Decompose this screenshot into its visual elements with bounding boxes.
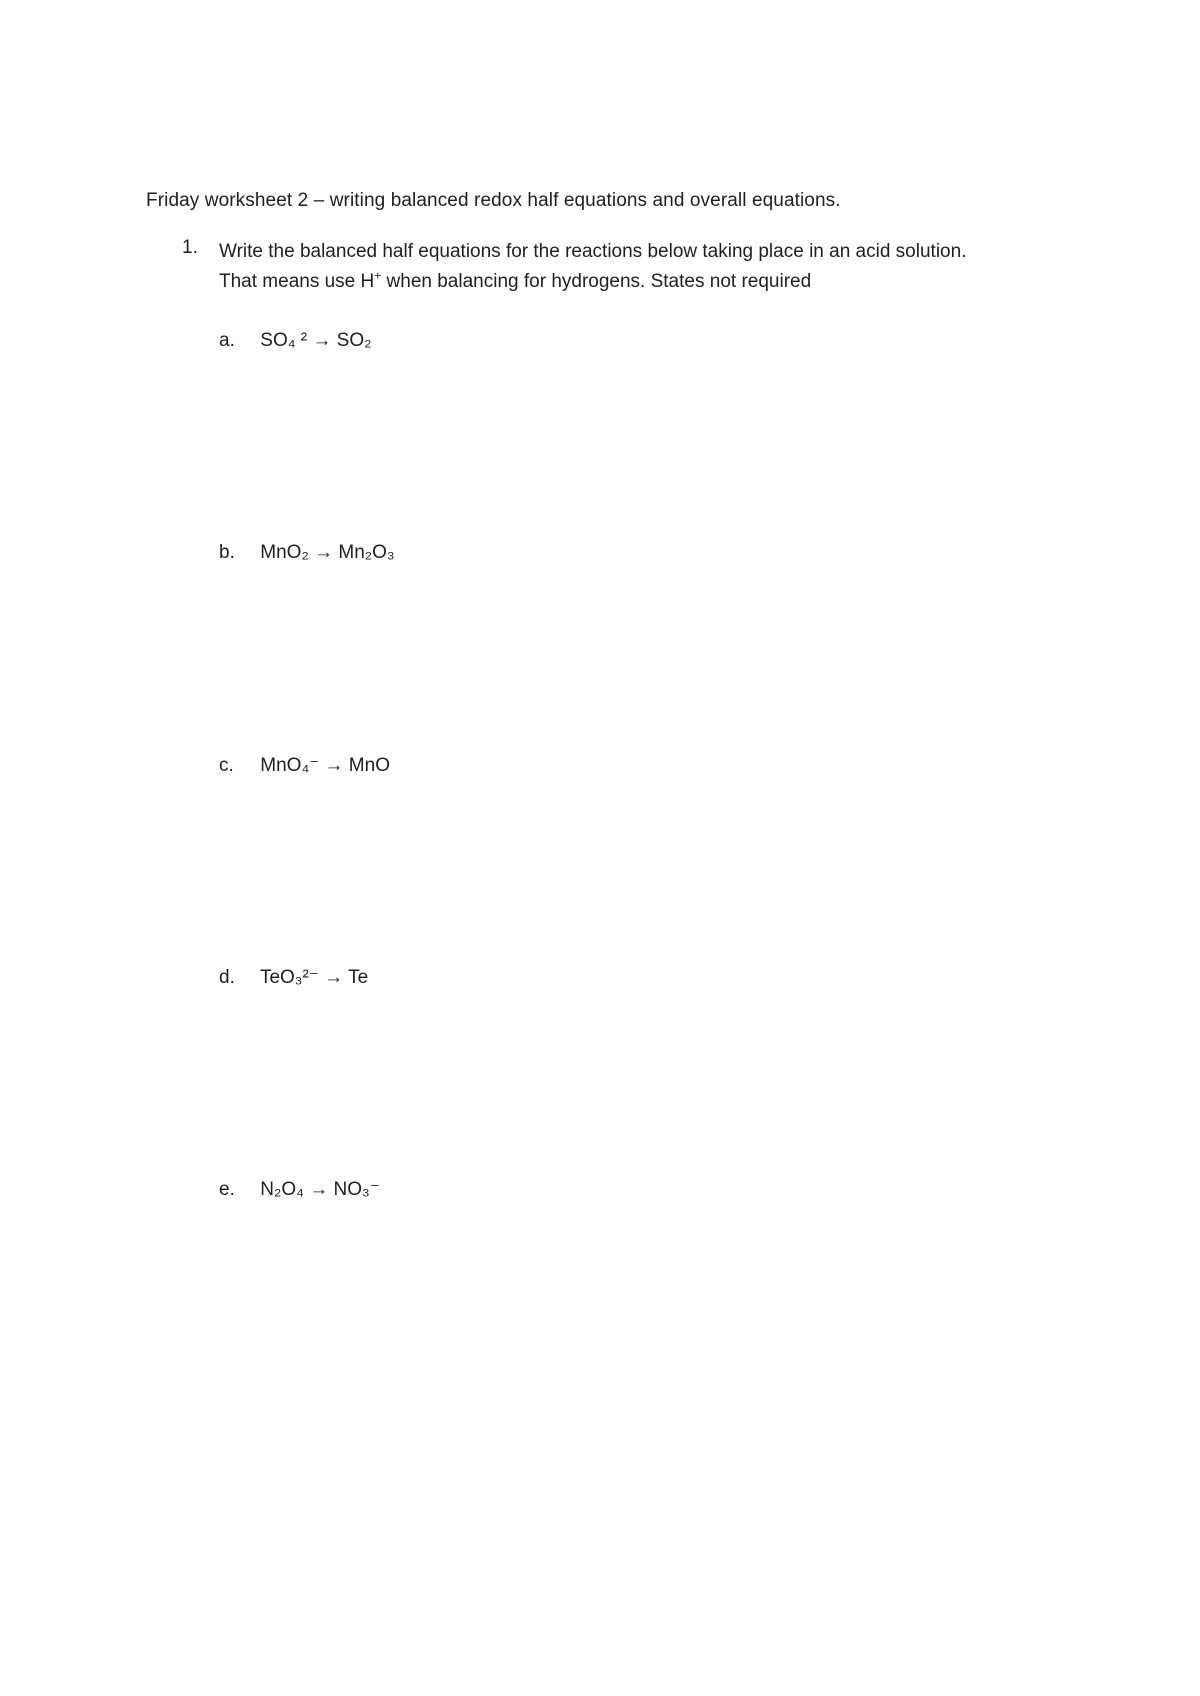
part-e [219,1178,380,1201]
part-equation: MnO₂ → Mn₂O₃ [260,542,395,563]
part-c [219,754,390,777]
part-letter: d. [219,967,235,988]
part-b [219,542,395,564]
question-line-2-prefix: That means use H [219,271,375,292]
part-equation: SO₄ ² → SO₂ [260,330,372,351]
part-letter: e. [219,1179,235,1200]
question-line-2-suffix: when balancing for hydrogens. States not required [381,271,812,292]
question-line-2 [219,267,966,297]
part-letter: b. [219,542,235,563]
part-d [219,966,368,989]
hydrogen-ion-charge: + [374,268,382,283]
part-letter: a. [219,330,235,351]
part-equation: TeO₃²⁻ → Te [259,967,369,988]
question-line-1: Write the balanced half equations for the reactions below taking place in an acid solution. [219,241,967,262]
part-equation: N₂O₄ → NO₃⁻ [260,1179,380,1200]
part-equation: MnO₄⁻ → MnO [260,755,390,776]
part-letter: c. [219,755,234,776]
question-number: 1. [182,237,198,258]
worksheet-title: Friday worksheet 2 – writing balanced redox half equations and overall equations. [146,190,841,211]
question-text [219,237,966,297]
part-a [219,330,371,352]
